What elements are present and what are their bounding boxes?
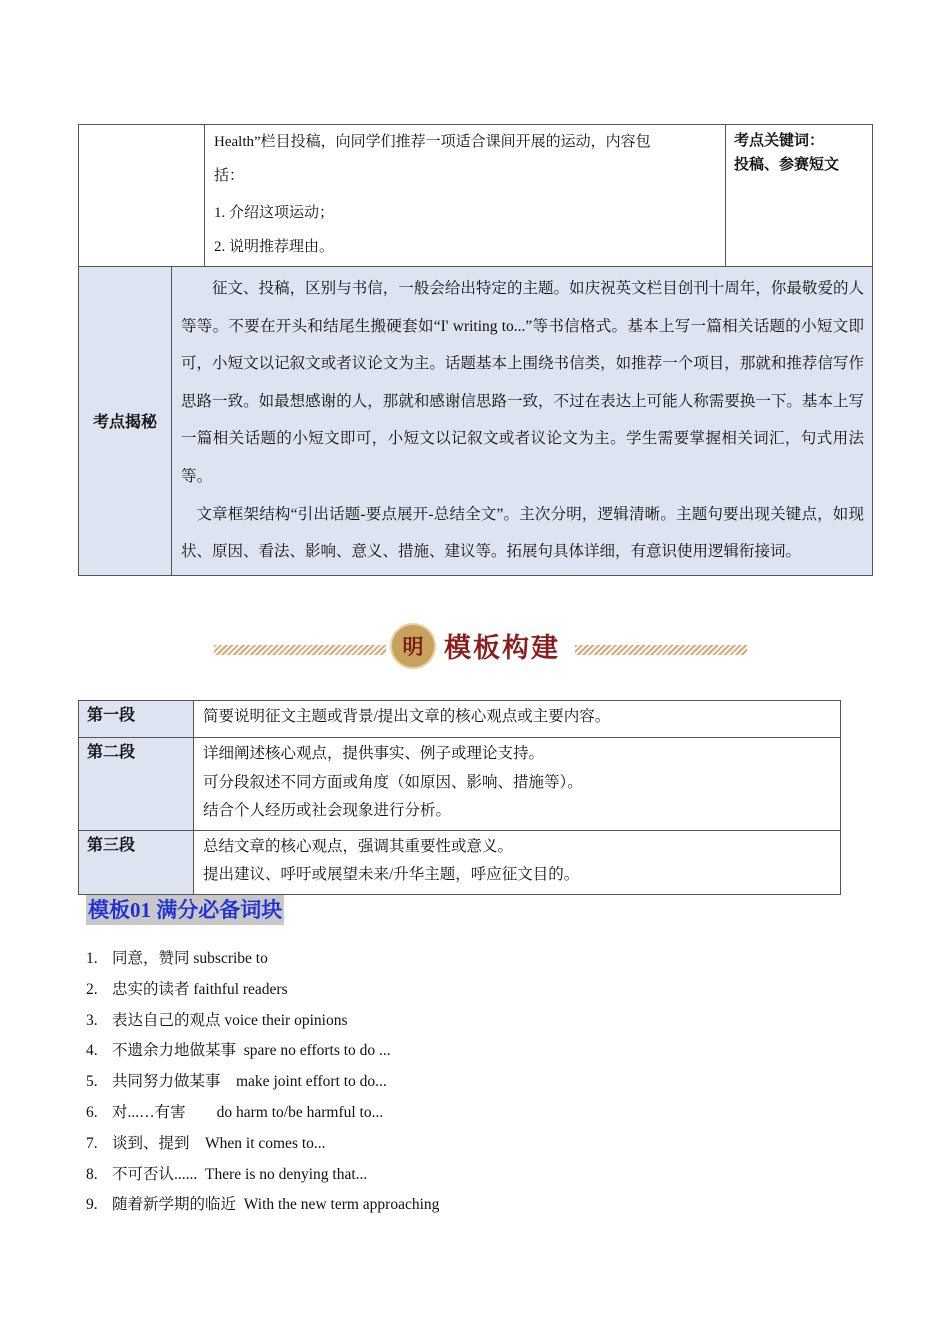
topic-table	[78, 124, 873, 269]
item-text: 共同努力做某事 make joint effort to do...	[112, 1073, 387, 1091]
structure-line: 简要说明征文主题或背景/提出文章的核心观点或主要内容。	[203, 708, 611, 725]
keyword-title: 考点关键词：	[734, 133, 825, 149]
list-item	[86, 1067, 439, 1098]
item-number: 7.	[86, 1134, 98, 1152]
structure-row	[79, 701, 841, 738]
structure-label: 第二段	[79, 738, 194, 831]
requirement-line: 1. 介绍这项运动；	[214, 205, 335, 221]
requirement-line: 2. 说明推荐理由。	[214, 239, 335, 255]
structure-row	[79, 738, 841, 831]
item-text: 忠实的读者 faithful readers	[112, 980, 288, 998]
item-text: 对...…有害 do harm to/be harmful to...	[112, 1103, 384, 1121]
list-item	[86, 1006, 439, 1037]
list-item	[86, 1160, 439, 1191]
list-item	[86, 975, 439, 1006]
item-number: 2.	[86, 980, 98, 998]
keyword-cell	[726, 125, 873, 269]
item-number: 4.	[86, 1042, 98, 1060]
list-item	[86, 1190, 439, 1221]
structure-line: 详细阐述核心观点，提供事实、例子或理论支持。	[203, 745, 545, 762]
item-text: 同意，赞同 subscribe to	[112, 950, 268, 967]
structure-table	[78, 700, 841, 895]
banner-stripe-left	[214, 645, 386, 655]
structure-content	[194, 701, 841, 738]
item-text: 不可否认...... There is no denying that...	[112, 1165, 368, 1183]
topic-table-blank-cell	[79, 125, 205, 269]
structure-label: 第三段	[79, 830, 194, 894]
item-number: 9.	[86, 1196, 98, 1214]
structure-row	[79, 830, 841, 894]
item-text: 谈到、提到 When it comes to...	[112, 1134, 326, 1152]
structure-content	[194, 830, 841, 894]
item-number: 8.	[86, 1165, 98, 1183]
item-number: 3.	[86, 1011, 98, 1029]
list-item	[86, 1036, 439, 1067]
topic-requirements-cell	[205, 125, 726, 269]
secret-body	[172, 267, 873, 576]
banner-emblem-icon: 明	[390, 623, 436, 669]
structure-line: 总结文章的核心观点，强调其重要性或意义。	[203, 837, 514, 855]
requirement-line: Health”栏目投稿，向同学们推荐一项适合课间开展的运动，内容包	[214, 134, 651, 150]
item-text: 表达自己的观点 voice their opinions	[112, 1011, 348, 1029]
banner-title: 模板构建	[444, 633, 560, 663]
structure-label: 第一段	[79, 701, 194, 738]
item-number: 5.	[86, 1073, 98, 1091]
requirement-line: 括：	[214, 168, 245, 184]
banner-stripe-right	[575, 645, 747, 655]
item-number: 1.	[86, 950, 98, 967]
structure-line: 结合个人经历或社会现象进行分析。	[203, 802, 452, 820]
item-text: 随着新学期的临近 With the new term approaching	[112, 1196, 440, 1214]
structure-line: 提出建议、呼吁或展望未来/升华主题，呼应征文目的。	[203, 866, 580, 884]
item-text: 不遗余力地做某事 spare no efforts to do ...	[112, 1042, 391, 1060]
secret-label: 考点揭秘	[79, 267, 172, 576]
list-item	[86, 1129, 439, 1160]
list-item	[86, 1098, 439, 1129]
item-number: 6.	[86, 1103, 98, 1121]
structure-content	[194, 738, 841, 831]
secret-paragraph-2: 文章框架结构“引出话题-要点展开-总结全文”。主次分明，逻辑清晰。主题句要出现关键点，如现状、原因、看法、影响、意义、措施、建议等。拓展句具体详细，有意识使用逻辑衔接词。	[181, 505, 864, 561]
secret-paragraph-1: 征文、投稿，区别与书信，一般会给出特定的主题。如庆祝英文栏目创刊十周年，你最敬爱的人等等。不要在开头和结尾生搬硬套如“I' writing to...”等书信格式。基本上写一篇相关话题的小短文即可，小短文以记叙文或者议论文为主。话题基本上围绕书信类，如推荐一个项目，那就和推荐信写作思路一致。如最想感谢的人，那就和感谢信思路一致，不过在表达上可能人称需要换一下。基本上写一篇相关话题的小短文即可，小短文以记叙文或者议论文为主。学生需要掌握相关词汇，句式用法等。	[181, 280, 864, 485]
phrase-list	[86, 944, 439, 1221]
secret-table	[78, 266, 873, 576]
list-item	[86, 944, 439, 975]
structure-line: 可分段叙述不同方面或角度（如原因、影响、措施等）。	[203, 773, 583, 791]
section-title: 模板01 满分必备词块	[86, 895, 284, 925]
keyword-value: 投稿、参赛短文	[734, 157, 840, 173]
